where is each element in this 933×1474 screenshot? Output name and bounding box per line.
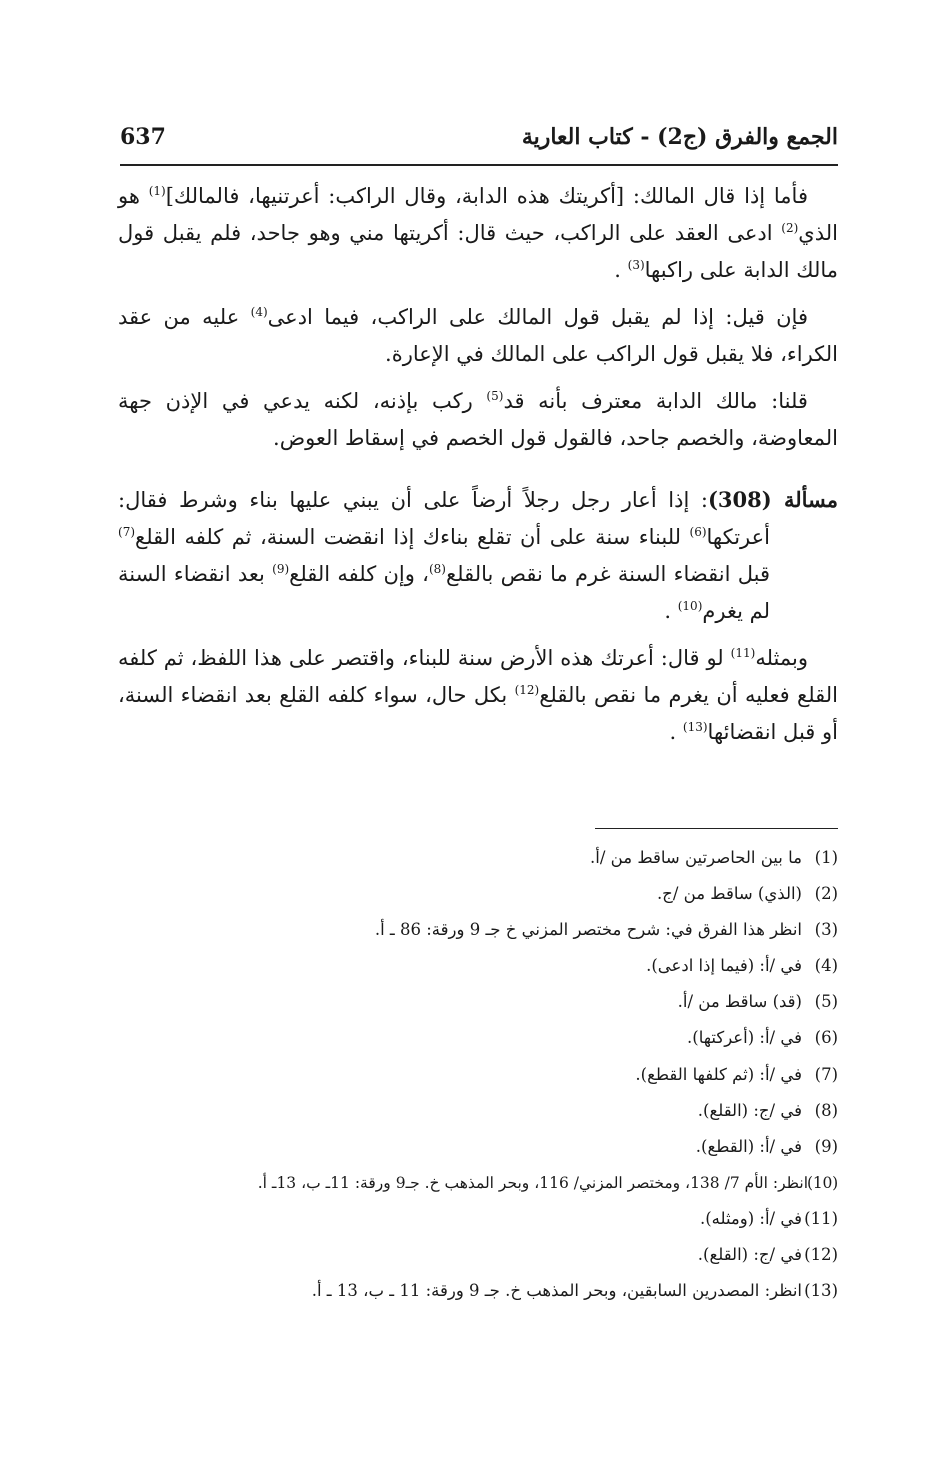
paragraph bbox=[118, 178, 838, 289]
running-title: الجمع والفرق (ج2) - كتاب العارية bbox=[521, 124, 838, 150]
footnote-number: (11) bbox=[804, 1208, 838, 1228]
footnote bbox=[110, 876, 838, 912]
paragraph-text: . bbox=[669, 720, 683, 744]
paragraph-text: . bbox=[664, 599, 678, 623]
footnote-ref: (5) bbox=[486, 389, 504, 403]
footnote-number: (2) bbox=[814, 884, 838, 904]
footnote-text: انظر: المصدرين السابقين، وبحر المذهب خ. جـ 9 ورقة: 11 ـ ب، 13 ـ أ. bbox=[311, 1281, 802, 1301]
footnote-text: انظر هذا الفرق في: شرح مختصر المزني خ جـ 9 ورقة: 86 ـ أ. bbox=[374, 920, 802, 940]
footnote-ref: (12) bbox=[514, 683, 540, 697]
paragraph-text: لو قال: أعرتك هذه الأرض سنة للبناء، واقتصر على هذا اللفظ، ثم كلفه القلع فعليه أن يغرم ما نقص بالقلع bbox=[118, 646, 838, 707]
paragraph-text: : إذا أعار رجل رجلاً أرضاً على أن يبني عليها بناء وشرط فقال: أعرتكها bbox=[118, 488, 770, 549]
footnote bbox=[110, 1129, 838, 1165]
paragraph bbox=[118, 299, 838, 373]
footnote-number: (6) bbox=[814, 1028, 838, 1048]
problem-label: مسألة (308) bbox=[707, 487, 838, 512]
paragraph-text: بكل حال، سواء كلفه القلع بعد انقضاء السنة، أو قبل انقضائها bbox=[118, 683, 838, 744]
footnote-text: في /أ: (أعركتها). bbox=[687, 1028, 802, 1048]
footnote bbox=[110, 948, 838, 984]
footnote bbox=[110, 1057, 838, 1093]
footnote bbox=[110, 1273, 838, 1309]
footnote-text: في /أ: (فيما إذا ادعى). bbox=[646, 956, 802, 976]
paragraph-text: قلنا: مالك الدابة معترف بأنه قد bbox=[503, 389, 808, 413]
paragraph-text: . bbox=[614, 258, 628, 282]
footnote-number: (7) bbox=[814, 1064, 838, 1084]
footnote bbox=[110, 1237, 838, 1273]
paragraph-text: قبل انقضاء السنة غرم ما نقص بالقلع bbox=[445, 562, 770, 586]
footnote-number: (9) bbox=[814, 1136, 838, 1156]
footnote-number: (10) bbox=[806, 1173, 838, 1192]
page-number: 637 bbox=[120, 124, 166, 150]
paragraph-text: ركب بإذنه، لكنه يدعي في الإذن جهة المعاوضة، والخصم جاحد، فالقول قول الخصم في إسقاط العوض. bbox=[118, 389, 838, 450]
paragraph-text: وبمثله bbox=[755, 646, 808, 670]
footnote-ref: (3) bbox=[627, 258, 645, 272]
footnote bbox=[110, 984, 838, 1020]
paragraph-text: ، وإن كلفه القلع bbox=[289, 562, 429, 586]
footnote bbox=[110, 1093, 838, 1129]
paragraph-text: بعد انقضاء السنة لم يغرم bbox=[118, 562, 770, 623]
footnote-ref: (10) bbox=[677, 599, 703, 613]
footnote-text: في /أ: (ثم كلفها القطع). bbox=[635, 1064, 802, 1084]
footnote-text: انظر: الأم 7/ 138، ومختصر المزني/ 116، وبحر المذهب خ. جـ9 ورقة: 11ـ ب، 13ـ أ. bbox=[257, 1173, 808, 1192]
footnote-text: (الذي) ساقط من /ج. bbox=[656, 884, 802, 904]
paragraph-text: فأما إذا قال المالك: [أكريتك هذه الدابة، وقال الراكب: أعرتنيها، فالمالك] bbox=[165, 184, 808, 208]
footnote-number: (4) bbox=[814, 956, 838, 976]
footnote-ref: (13) bbox=[682, 720, 708, 734]
footnote-ref: (7) bbox=[118, 525, 136, 539]
footnote-ref: (2) bbox=[781, 221, 799, 235]
footnote-text: في /ج: (القلع). bbox=[697, 1245, 802, 1265]
paragraph bbox=[118, 481, 838, 630]
footnote-ref: (9) bbox=[272, 562, 290, 576]
footnote bbox=[110, 1165, 838, 1201]
footnote bbox=[110, 840, 838, 876]
paragraph-text: ادعى العقد على الراكب، حيث قال: أكريتها مني وهو جاحد، فلم يقبل قول مالك الدابة على راكبها bbox=[118, 221, 838, 282]
footnotes bbox=[110, 840, 838, 1309]
footnote-number: (13) bbox=[804, 1281, 838, 1301]
footnote-text: في /ج: (القلع). bbox=[697, 1100, 802, 1120]
footnote-ref: (1) bbox=[148, 184, 166, 198]
footnote-text: في /أ: (القطع). bbox=[695, 1136, 802, 1156]
footnote-number: (5) bbox=[814, 992, 838, 1012]
footnote-text: في /أ: (ومثله). bbox=[699, 1208, 802, 1228]
footnote-ref: (4) bbox=[250, 305, 268, 319]
paragraph bbox=[118, 383, 838, 457]
footnote-text: ما بين الحاصرتين ساقط من /أ. bbox=[590, 848, 802, 867]
footnote bbox=[110, 1201, 838, 1237]
paragraph bbox=[118, 640, 838, 751]
paragraph-text: هو الذي bbox=[118, 184, 838, 245]
footnote bbox=[110, 912, 838, 948]
footnote bbox=[110, 1020, 838, 1056]
footnote-number: (3) bbox=[814, 920, 838, 940]
footnote-ref: (11) bbox=[730, 646, 756, 660]
main-text bbox=[118, 178, 838, 761]
paragraph-text: للبناء سنة على أن تقلع بناءك إذا انقضت السنة، ثم كلفه القلع bbox=[135, 525, 690, 549]
footnote-number: (1) bbox=[814, 848, 838, 867]
footnote-number: (8) bbox=[814, 1100, 838, 1120]
footnote-ref: (8) bbox=[428, 562, 446, 576]
paragraph-text: فإن قيل: إذا لم يقبل قول المالك على الراكب، فيما ادعى bbox=[267, 305, 808, 329]
footnote-number: (12) bbox=[804, 1245, 838, 1265]
page-header bbox=[120, 118, 838, 166]
footnote-text: (قد) ساقط من /أ. bbox=[677, 992, 802, 1012]
footnote-separator bbox=[595, 828, 838, 829]
paragraph-text: عليه من عقد الكراء، فلا يقبل قول الراكب على المالك في الإعارة. bbox=[118, 305, 838, 366]
footnote-ref: (6) bbox=[689, 525, 707, 539]
